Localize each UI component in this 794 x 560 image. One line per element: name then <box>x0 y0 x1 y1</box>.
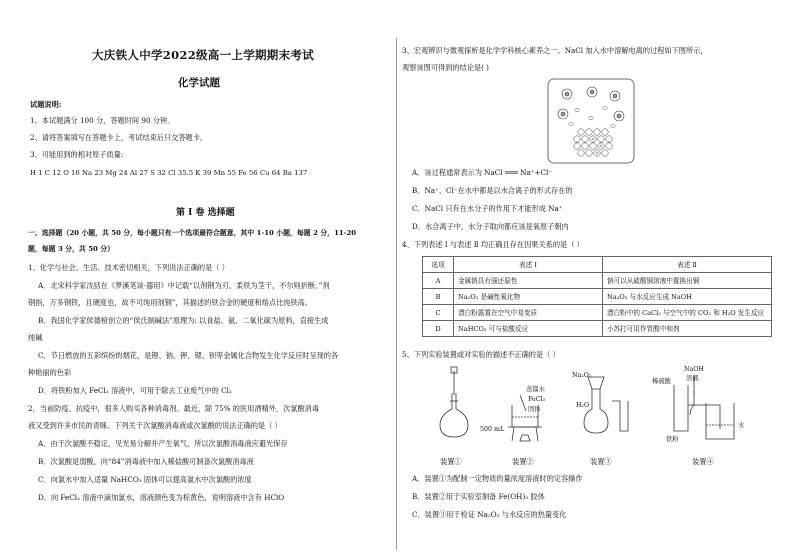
table-cell: 金属钠具有强还原性 <box>454 273 603 289</box>
table-cell: C <box>423 305 454 321</box>
part-heading: 第 Ⅰ 卷 选择题 <box>176 208 235 218</box>
q4-stem: 4、下列表述 Ⅰ 与表述 Ⅱ 均正确且存在因果关系的是（ ） <box>402 240 584 249</box>
instruction-item: 2、请将答案填写在答题卡上，考试结束后只交答题卡。 <box>30 133 208 142</box>
device-label: 装置④ <box>692 457 714 466</box>
table-cell: B <box>423 289 454 305</box>
atomic-masses: H 1 C 12 O 16 Na 23 Mg 24 Al 27 S 32 Cl 35.5 K 39 Mn 55 Fe 56 Cu 64 Ba 137 <box>30 169 308 177</box>
instruction-item: 3、可能用到的相对原子质量: <box>30 150 124 159</box>
q5-apparatus-figure <box>416 365 766 453</box>
section-header: 题，每题 3 分，共 50 分） <box>28 245 114 253</box>
na2o2-label: Na₂O₂ <box>572 372 592 379</box>
dilute-acid-label: 稀硫酸 <box>652 378 671 385</box>
q3-option-d: D．水合离子中，水分子取向都应该是氧原子朝内 <box>412 222 569 231</box>
h2o-label: H₂O <box>576 402 590 409</box>
table-row <box>423 273 772 289</box>
q5-stem: 5、下列实验装置或对实验的描述不正确的是（ ） <box>402 350 560 359</box>
table-cell: D <box>423 321 454 337</box>
q5-option-a: A．装置①为配制一定物质的量浓度溶液时的定容操作 <box>412 474 583 483</box>
table-row <box>423 289 772 305</box>
q3-option-a: A．该过程通常表示为 NaCl ═══ Na⁺+Cl⁻ <box>412 168 553 177</box>
table-cell: A <box>423 273 454 289</box>
table-header-cell: 选项 <box>423 257 454 273</box>
table-header-cell: 表述 Ⅱ <box>603 257 772 273</box>
q1-option-b: B．我国化学家侯德榜创立的“侯氏制碱法”原理为: 以食盐、氨、二氧化碳为原料，直接生成 <box>38 316 329 325</box>
solution-label: 溶液 <box>686 375 699 382</box>
water-label: 水 <box>738 422 745 429</box>
distilled-water-label: 蒸馏水 <box>526 386 545 393</box>
exam-title: 大庆铁人中学2022级高一上学期期末考试 <box>92 48 315 62</box>
table-cell: 漂白粉中的 CaCl₂ 与空气中的 CO₂ 和 H₂O 发生反应 <box>603 305 772 321</box>
table-header-row <box>423 257 772 273</box>
q1-option-c-cont: 种艳丽的色彩 <box>28 368 72 377</box>
q1-option-a: A．北宋科学家沈括在《梦溪笔谈·器用》中记载“以剂钢为刃，柔铁为茎干，不尔则折断。”剂 <box>38 281 330 290</box>
q1-option-a-cont: 钢指，万多钢铁，且硬度也，故不可纯用剂钢”，其描述的铁合金的硬度和熔点比纯铁高。 <box>28 298 312 307</box>
naoh-label: NaOH <box>684 366 704 373</box>
exam-subtitle: 化学试题 <box>178 77 220 89</box>
table-cell: 钠可以从硫酸铜溶液中置换出铜 <box>603 273 772 289</box>
table-row <box>423 305 772 321</box>
q2-option-c: C．向氯水中加入适量 NaHCO₃ 固体可以提高氯水中次氯酸的浓度 <box>38 475 252 484</box>
device-label: 装置③ <box>590 457 612 466</box>
table-cell: 小苏打可用作胃酸中和剂 <box>603 321 772 337</box>
q4-table <box>422 256 772 337</box>
q3-option-b: B．Na⁺、Cl⁻在水中都是以水合离子的形式存在的 <box>412 186 573 195</box>
q3-stem: 3、宏观辨识与微观探析是化学学科核心素养之一。NaCl 加入水中溶解电离的过程如下图所示， <box>402 46 708 55</box>
section-header: 一、选择题（20 小题，共 50 分，每小题只有一个选项最符合题意，其中 1-10 小题，每题 2 分，11-20 <box>28 229 357 237</box>
q2-option-a: A．由于次氯酸不稳定，见光易分解并产生氧气，所以次氯酸消毒液应避光保存 <box>38 439 288 448</box>
device-label: 装置① <box>440 457 462 466</box>
q1-stem: 1、化学与社会、生活、技术密切相关，下列说法正确的是（ ） <box>28 263 229 272</box>
q3-option-c: C．NaCl 只有在水分子的作用下才能形成 Na⁺ <box>412 204 563 213</box>
fecl3-label: FeCl₃ <box>528 396 546 403</box>
device-label: 装置② <box>512 457 534 466</box>
instructions-label: 试题说明: <box>30 100 62 109</box>
q1-option-d: D．将铁粉加入 FeCl₂ 溶液中，可用于除去工业废气中的 Cl₂ <box>38 386 232 395</box>
column-divider <box>396 38 397 550</box>
q5-option-c: C．装置③用于检证 Na₂O₂ 与水反应的热量变化 <box>412 510 567 519</box>
iron-powder-label: 铁粉 <box>666 436 679 443</box>
table-cell: NaHCO₃ 可与盐酸反应 <box>454 321 603 337</box>
table-cell: Na₂O₂ 是碱性氧化物 <box>454 289 603 305</box>
table-row <box>423 321 772 337</box>
q2-option-b: B．次氯酸是弱酸，向“84”消毒液中加入稀盐酸可制备次氯酸消毒液 <box>38 457 254 466</box>
q2-stem-cont: 液又受到许多市民的青睐。下列关于次氯酸消毒液或次氯酸的说法正确的是（ ） <box>28 421 282 430</box>
q1-option-b-cont: 纯碱 <box>28 333 43 342</box>
q1-option-c: C．节日燃放的五彩缤纷的烟花，是锂、钠、钾、锶、钡等金属化合物发生化学反应时呈现的各 <box>38 351 339 360</box>
nacl-dissolution-figure <box>547 78 635 164</box>
q5-option-b: B．装置②用于实验室制备 Fe(OH)₃ 胶体 <box>412 492 545 501</box>
flask-volume-label: 500 mL <box>480 426 505 433</box>
table-header-cell: 表述 Ⅰ <box>454 257 603 273</box>
q3-stem-cont: 观察该图可得到的结论是( ) <box>402 63 489 72</box>
table-cell: 漂白粉露置在空气中易变质 <box>454 305 603 321</box>
instruction-item: 1、本试题满分 100 分，答题时间 90 分钟。 <box>30 116 175 125</box>
q2-option-d: D．向 FeCl₂ 溶液中滴加氯水，溶液颜色变为棕黄色，说明溶液中含有 HClO <box>38 493 285 502</box>
solid-label: 固体 <box>528 406 541 413</box>
q2-stem: 2，当前防疫、抗疫中，很多人购买各种消毒剂。最近，除 75% 的医用酒精外，次氯酸消毒 <box>28 404 320 413</box>
table-cell: Na₂O₂ 与水反应生成 NaOH <box>603 289 772 305</box>
